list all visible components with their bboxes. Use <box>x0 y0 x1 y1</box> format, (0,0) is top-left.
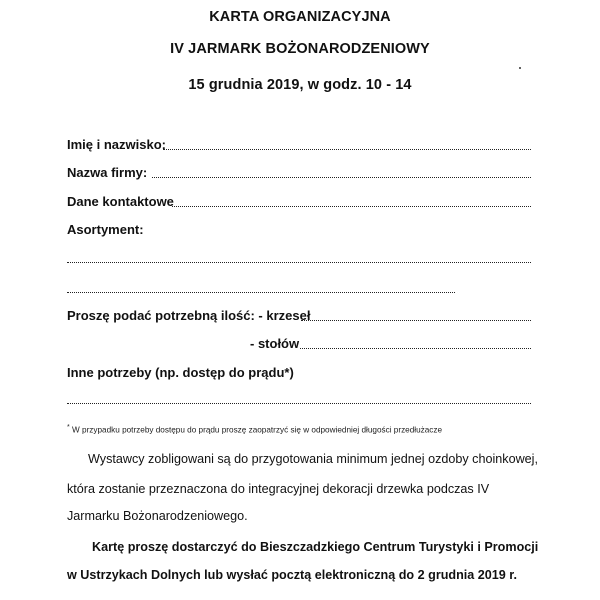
company-label: Nazwa firmy: <box>67 165 148 180</box>
company-field[interactable] <box>152 177 531 178</box>
contact-field[interactable] <box>172 206 531 207</box>
scan-speck <box>519 67 521 69</box>
footnote <box>67 424 442 435</box>
footnote-text: W przypadku potrzeby dostępu do prądu proszę zaopatrzyć się w odpowiedniej długości przedłużacze <box>72 425 443 435</box>
other-needs-field[interactable] <box>67 403 531 404</box>
delivery-instruction-line-1: Kartę proszę dostarczyć do Bieszczadzkiego Centrum Turystyki i Promocji <box>92 540 539 554</box>
event-date: 15 grudnia 2019, w godz. 10 - 14 <box>188 77 412 93</box>
tables-field[interactable] <box>300 348 531 349</box>
contact-label: Dane kontaktowe <box>67 194 174 209</box>
chairs-label: Proszę podać potrzebną ilość: - krzeseł <box>67 308 311 323</box>
assortment-field-line-1[interactable] <box>67 262 531 263</box>
assortment-label: Asortyment: <box>67 222 144 237</box>
body-line-2: która zostanie przeznaczona do integracyjnej dekoracji drzewka podczas IV <box>67 482 490 496</box>
delivery-instruction-line-2: w Ustrzykach Dolnych lub wysłać pocztą elektroniczną do 2 grudnia 2019 r. <box>67 568 518 582</box>
assortment-field-line-2[interactable] <box>67 292 455 293</box>
footnote-marker: * <box>67 424 70 431</box>
name-field[interactable] <box>163 149 531 150</box>
name-label: Imię i nazwisko: <box>67 137 166 152</box>
tables-label: - stołów <box>250 336 300 351</box>
form-title: KARTA ORGANIZACYJNA <box>209 9 391 25</box>
other-needs-label: Inne potrzeby (np. dostęp do prądu*) <box>67 365 294 380</box>
event-name: IV JARMARK BOŻONARODZENIOWY <box>170 41 430 57</box>
chairs-field[interactable] <box>301 320 531 321</box>
body-line-3: Jarmarku Bożonarodzeniowego. <box>67 509 248 523</box>
body-line-1: Wystawcy zobligowani są do przygotowania minimum jednej ozdoby choinkowej, <box>88 452 538 466</box>
